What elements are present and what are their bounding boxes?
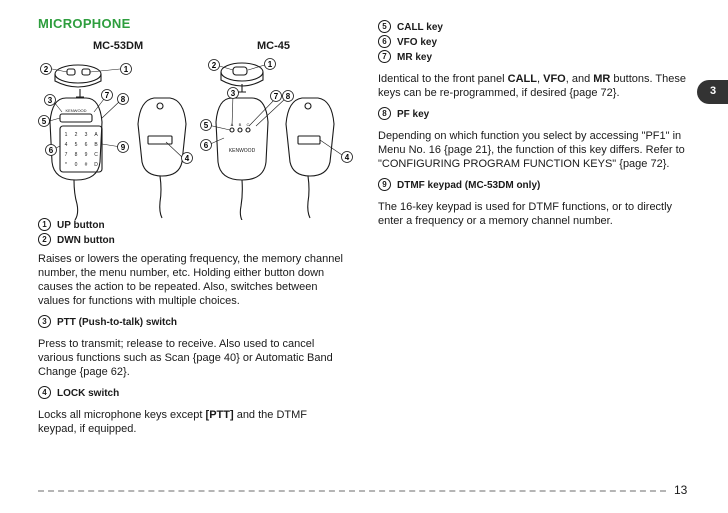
mc53dm-front-view (47, 96, 102, 220)
callout-mic2 (201, 140, 212, 151)
svg-text:1: 1 (267, 60, 273, 69)
small-key-label: C (246, 122, 250, 127)
callout-number: 9 (378, 178, 391, 191)
description-up-dwn: Raises or lowers the operating frequency, the memory channel number, the menu number, etc. Holding either button down causes the action to be repeated. Also, switches between values for functions with multiple choices. (38, 253, 343, 307)
keypad-key: B (94, 142, 98, 148)
callout-mic2 (283, 91, 294, 102)
description-call-vfo-mr: Identical to the front panel CALL, VFO, and MR buttons. These keys can be re-programmed, if desired {page 72}. (378, 73, 686, 99)
key-heading-dtmf: 9 DTMF keypad (MC-53DM only) (378, 178, 696, 193)
svg-text:7: 7 (273, 92, 279, 101)
callout-number: 4 (38, 386, 51, 399)
brand-logo: KENWOOD (228, 148, 256, 154)
footer-rule (38, 490, 666, 492)
keypad-key: 3 (84, 132, 88, 138)
small-key-label: B (238, 122, 242, 127)
callout-mic2 (271, 91, 282, 102)
svg-text:4: 4 (184, 154, 190, 163)
keypad-key: 4 (64, 142, 68, 148)
keypad-key: A (94, 132, 98, 138)
mc45-front-view (216, 98, 268, 220)
svg-text:5: 5 (203, 121, 209, 130)
keypad-key: * (65, 162, 67, 168)
callout-mic1 (46, 145, 57, 156)
key-heading-up: 1 UP button (38, 218, 346, 233)
callout-number: 8 (378, 107, 391, 120)
key-heading-dwn: 2 DWN button (38, 233, 346, 248)
description-dtmf: The 16-key keypad is used for DTMF functions, or to directly enter a frequency or a memory channel number. (378, 201, 673, 227)
svg-text:3: 3 (47, 96, 53, 105)
keypad-key: 0 (74, 162, 78, 168)
keypad-key: D (94, 162, 98, 168)
keypad-key: 6 (84, 142, 88, 148)
keypad-key: 8 (74, 152, 78, 158)
callout-number: 3 (38, 315, 51, 328)
callout-mic2 (209, 60, 220, 71)
key-heading-lock: 4 LOCK switch (38, 386, 346, 401)
svg-text:6: 6 (203, 141, 209, 150)
model-label-mc45: MC-45 (257, 40, 291, 52)
callout-mic2 (342, 152, 353, 163)
brand-logo: KENWOOD (65, 108, 87, 113)
callout-mic2 (201, 120, 212, 131)
chapter-tab (697, 80, 728, 104)
mc53dm-back-view (138, 98, 186, 218)
keypad-key: 5 (74, 142, 78, 148)
callout-mic1 (182, 153, 193, 164)
right-column (378, 20, 696, 228)
key-heading-vfo: 6 VFO key (378, 35, 696, 50)
svg-text:4: 4 (344, 153, 350, 162)
key-heading-mr: 7 MR key (378, 50, 696, 65)
svg-text:7: 7 (104, 91, 110, 100)
callout-mic2 (228, 88, 239, 99)
svg-text:3: 3 (230, 89, 236, 98)
callout-number: 7 (378, 50, 391, 63)
page-number: 13 (674, 483, 688, 497)
description-pf: Depending on which function you select by accessing "PF1" in Menu No. 16 {page 21}, the function of this key differs. Refer to "CONFIGURING PROGRAM FUNCTION KEYS" {page 72}. (378, 130, 685, 170)
model-label-mc53dm: MC-53DM (93, 40, 144, 52)
callout-number: 1 (38, 218, 51, 231)
keypad-key: 1 (64, 132, 68, 138)
callout-mic1 (39, 116, 50, 127)
callout-number: 2 (38, 233, 51, 246)
key-heading-pf: 8 PF key (378, 107, 696, 122)
svg-text:1: 1 (123, 65, 129, 74)
description-ptt: Press to transmit; release to receive. Also used to cancel various functions such as Scan {page 40} or Automatic Band Change {page 62}. (38, 338, 333, 378)
callout-mic1 (41, 64, 52, 75)
description-lock: Locks all microphone keys except [PTT] and the DTMF keypad, if equipped. (38, 409, 307, 435)
section-title: MICROPHONE (38, 16, 131, 31)
svg-text:8: 8 (120, 95, 126, 104)
chapter-number: 3 (710, 85, 717, 97)
keypad-key: 2 (74, 132, 78, 138)
callout-mic1 (118, 94, 129, 105)
callout-mic1 (118, 142, 129, 153)
mc53dm-top-view (55, 65, 101, 97)
small-key-label: A (230, 122, 234, 127)
callout-mic2 (265, 59, 276, 70)
svg-text:9: 9 (120, 143, 126, 152)
callout-mic1 (121, 64, 132, 75)
keypad-key: C (94, 152, 98, 158)
svg-text:6: 6 (48, 146, 54, 155)
mc45-back-view (286, 98, 334, 218)
keypad-key: # (84, 162, 88, 168)
keypad-key: 9 (84, 152, 88, 158)
callout-mic1 (45, 95, 56, 106)
svg-text:2: 2 (211, 61, 217, 70)
key-heading-call: 5 CALL key (378, 20, 696, 35)
key-heading-ptt: 3 PTT (Push-to-talk) switch (38, 315, 346, 330)
svg-text:5: 5 (41, 117, 47, 126)
callout-mic1 (102, 90, 113, 101)
microphone-illustration (36, 54, 370, 220)
svg-text:8: 8 (285, 92, 291, 101)
keypad-key: 7 (64, 152, 68, 158)
callout-number: 5 (378, 20, 391, 33)
callout-number: 6 (378, 35, 391, 48)
left-column (38, 218, 346, 436)
svg-text:2: 2 (43, 65, 49, 74)
